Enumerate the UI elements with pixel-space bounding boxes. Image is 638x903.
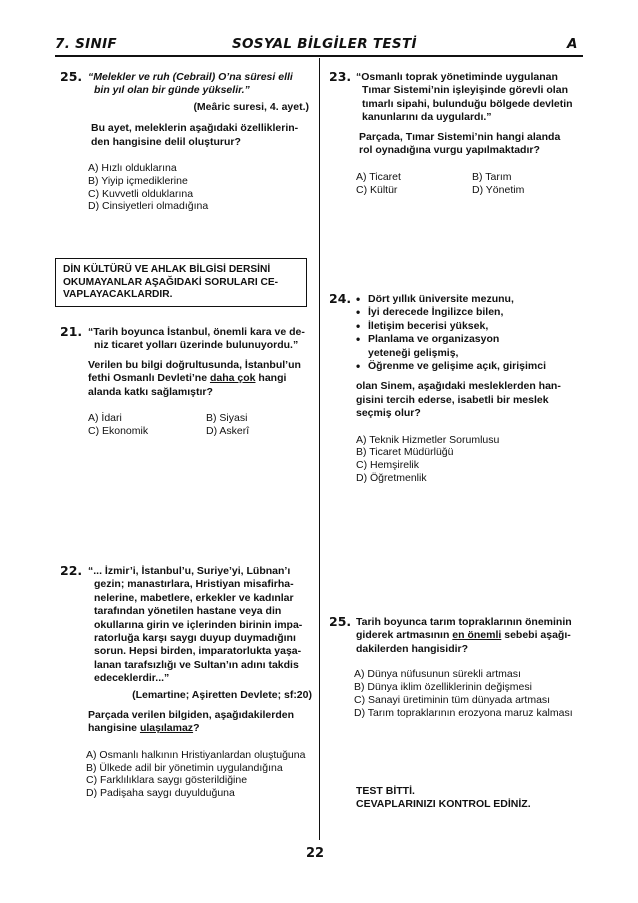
question-number: 24. <box>329 291 352 306</box>
option-a[interactable]: A) Osmanlı halkının Hristiyanlardan oluştuğuna <box>86 748 306 761</box>
question-stem: Bu ayet, meleklerin aşağıdaki özelliklerin- <box>91 122 299 135</box>
option-b[interactable]: B) Ülkede adil bir yönetimin uygulandığına <box>86 761 283 774</box>
quote-line: “... İzmir’i, İstanbul’u, Suriye’yi, Lübnan’ı <box>88 565 291 577</box>
option-c[interactable]: C) Kültür <box>356 184 398 197</box>
option-a[interactable]: A) Hızlı olduklarına <box>88 162 177 175</box>
question-stem: gisini tercih ederse, isabetli bir meslek <box>356 393 549 406</box>
quote-source: (Lemartine; Aşiretten Devlete; sf:20) <box>132 688 312 701</box>
question-stem: dakilerden hangisidir? <box>356 642 469 655</box>
question-25b <box>356 616 588 719</box>
question-25a <box>88 71 313 213</box>
bullet-item: • Öğrenme ve gelişime açık, girişimci <box>356 360 586 373</box>
question-stem: hangisine ulaşılamaz? <box>88 722 200 735</box>
option-a[interactable]: A) Teknik Hizmetler Sorumlusu <box>356 433 500 446</box>
quote-line: “Tarih boyunca İstanbul, önemli kara ve de- <box>88 326 305 338</box>
question-number: 21. <box>60 324 83 339</box>
option-b[interactable]: B) Siyasi <box>206 412 248 425</box>
option-c[interactable]: C) Sanayi üretiminin tüm dünyada artması <box>354 693 551 706</box>
question-stem: den hangisine delil oluşturur? <box>91 135 241 148</box>
option-a[interactable]: A) Ticaret <box>356 171 401 184</box>
quote-line: “Osmanlı toprak yönetiminde uygulanan <box>356 71 558 83</box>
option-c[interactable]: C) Farklılıklara saygı gösterildiğine <box>86 774 248 787</box>
question-stem: Verilen bu bilgi doğrultusunda, İstanbul’un <box>88 358 301 371</box>
quote-line: lanan tarafsızlığı ve Sultan’ın adını takdis <box>94 658 299 671</box>
quote-line: gezin; manastırlara, Hristiyan misafirha- <box>94 578 294 591</box>
header-class: 7. SINIF <box>55 36 117 52</box>
question-21 <box>88 326 313 438</box>
option-b[interactable]: B) Yiyip içmediklerine <box>88 174 188 187</box>
notice-line: DİN KÜLTÜRÜ VE AHLAK BİLGİSİ DERSİNİ <box>63 264 271 275</box>
end-note <box>356 785 586 812</box>
quote-source: (Meâric suresi, 4. ayet.) <box>193 100 309 113</box>
option-c[interactable]: C) Kuvvetli olduklarına <box>88 187 194 200</box>
option-d[interactable]: D) Yönetim <box>472 184 525 197</box>
bullet-item: • İletişim becerisi yüksek, <box>356 320 586 333</box>
quote-line: sorun. Hepsi birden, imparatorlukta yaşa- <box>94 645 302 658</box>
question-number: 25. <box>329 614 352 629</box>
option-b[interactable]: B) Dünya iklim özelliklerinin değişmesi <box>354 681 532 694</box>
question-stem: rol oynadığına vurgu yapılmaktadır? <box>359 144 540 157</box>
option-b[interactable]: B) Tarım <box>472 171 512 184</box>
quote-line: tarafından yönetilen hastane veya din <box>94 605 282 618</box>
emphasis-underline: daha çok <box>209 372 256 385</box>
question-stem: Parçada verilen bilgiden, aşağıdakilerden <box>88 709 295 722</box>
notice-line: VAPLAYACAKLARDIR. <box>63 289 173 301</box>
question-stem: Parçada, Tımar Sistemi’nin hangi alanda <box>359 130 561 143</box>
page-number: 22 <box>306 846 325 861</box>
option-a[interactable]: A) İdari <box>88 412 122 425</box>
question-stem: olan Sinem, aşağıdaki mesleklerden han- <box>356 380 561 393</box>
option-d[interactable]: D) Cinsiyetleri olmadığına <box>88 200 209 213</box>
quote-line: ratorluğa karşı saygı duyup duymadığını <box>94 632 296 645</box>
bullet-item: • İyi derecede İngilizce bilen, <box>356 306 586 319</box>
question-stem: alanda katkı sağlamıştır? <box>88 385 213 398</box>
quote-line: tımarlı sipahi, bulunduğu bölgede devletin <box>362 97 573 110</box>
option-d[interactable]: D) Askerî <box>206 424 250 437</box>
header-booklet: A <box>567 36 578 52</box>
quote-line: nelerine, mabetlere, erkekler ve kadınlar <box>94 591 294 604</box>
emphasis-underline: ulaşılamaz <box>139 722 194 735</box>
question-stem: giderek artmasının en önemli sebebi aşağı- <box>356 629 571 642</box>
quote-line: “Melekler ve ruh (Cebrail) O’na süresi elli <box>88 71 293 83</box>
notice-line: OKUMAYANLAR AŞAĞIDAKİ SORULARI CE- <box>63 276 279 288</box>
option-a[interactable]: A) Dünya nüfusunun sürekli artması <box>354 668 521 681</box>
question-number: 22. <box>60 563 83 578</box>
header-title: SOSYAL BİLGİLER TESTİ <box>232 36 417 52</box>
option-d[interactable]: D) Öğretmenlik <box>356 472 427 485</box>
quote-line: kanunlarını da uygulardı.” <box>362 111 492 124</box>
option-b[interactable]: B) Ticaret Müdürlüğü <box>356 446 454 459</box>
question-stem: fethi Osmanlı Devleti’ne daha çok hangi <box>88 372 287 385</box>
question-24 <box>356 293 586 485</box>
bullet-item: • Dört yıllık üniversite mezunu, <box>356 293 586 306</box>
quote-line: bin yıl olan bir günde yükselir.” <box>94 84 250 97</box>
emphasis-underline: en önemli <box>452 629 502 642</box>
option-d[interactable]: D) Padişaha saygı duyulduğuna <box>86 787 235 800</box>
header-rule <box>55 55 583 57</box>
notice-box <box>55 258 307 307</box>
question-stem: seçmiş olur? <box>356 407 421 420</box>
question-stem: Tarih boyunca tarım topraklarının öneminin <box>356 616 572 628</box>
end-line: TEST BİTTİ. <box>356 785 415 797</box>
quote-line: okullarına girin ve içlerinden birinin impa- <box>94 618 303 631</box>
option-d[interactable]: D) Tarım topraklarının erozyona maruz kalması <box>354 706 573 719</box>
option-c[interactable]: C) Ekonomik <box>88 424 149 437</box>
end-line: CEVAPLARINIZI KONTROL EDİNİZ. <box>356 798 531 811</box>
question-number: 25. <box>60 69 83 84</box>
quote-line: edeceklerdir...” <box>94 672 170 685</box>
question-number: 23. <box>329 69 352 84</box>
bullet-item: • Planlama ve organizasyon yeteneği gelişmiş, <box>356 333 586 360</box>
option-c[interactable]: C) Hemşirelik <box>356 459 419 472</box>
question-22 <box>88 565 316 800</box>
question-23 <box>356 71 586 197</box>
quote-line: Tımar Sistemi’nin işleyişinde görevli olan <box>362 84 568 97</box>
column-divider <box>319 58 320 840</box>
quote-line: niz ticaret yolları üzerinde bulunuyordu.” <box>94 339 299 352</box>
